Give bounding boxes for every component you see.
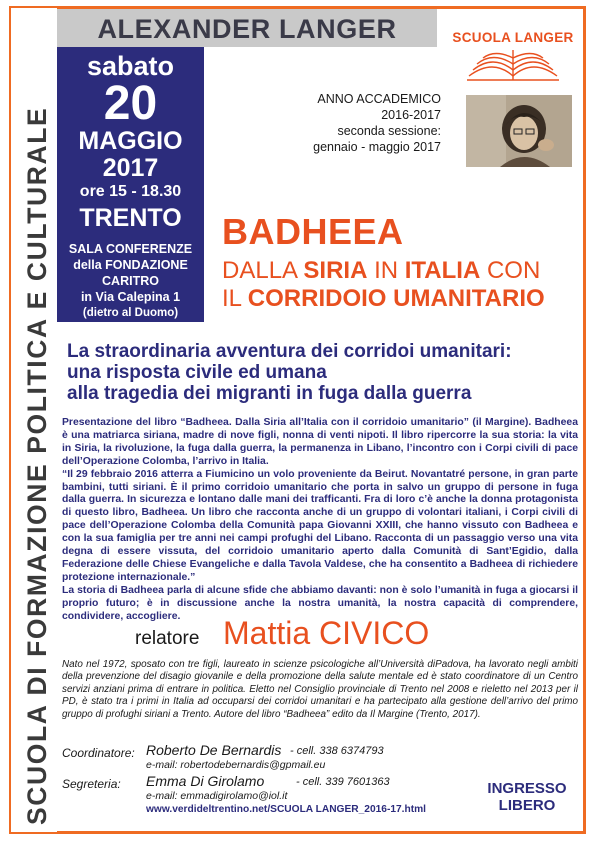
secretary-email: e-mail: emmadigirolamo@iol.it: [146, 790, 288, 802]
academic-line: gennaio - maggio 2017: [313, 140, 441, 154]
title-word-bold: ITALIA: [404, 257, 481, 284]
title-word: IL: [222, 285, 248, 312]
book-description: [62, 417, 578, 624]
event-time: ore 15 - 18.30: [79, 183, 182, 200]
academic-year: [283, 91, 441, 155]
header-name: ALEXANDER LANGER: [97, 14, 397, 44]
venue-line: CARITRO: [102, 274, 159, 288]
title-word-bold: SIRIA: [303, 257, 368, 284]
school-vertical-title: SCUOLA DI FORMAZIONE POLITICA E CULTURALE: [22, 106, 52, 825]
title-word: CON: [480, 257, 541, 284]
coordinator-phone: - cell. 338 6374793: [290, 745, 384, 757]
subheading: [67, 341, 577, 404]
coordinator-role: Coordinatore:: [62, 746, 135, 760]
portrait-photo: [466, 95, 572, 167]
event-city: TRENTO: [79, 204, 182, 232]
coordinator-email: e-mail: robertodebernardis@gpmail.eu: [146, 759, 326, 771]
event-year: 2017: [102, 154, 159, 182]
coordinator-row: [62, 742, 384, 762]
event-date-number: 20: [103, 77, 158, 130]
secretary-phone: - cell. 339 7601363: [296, 776, 390, 788]
portrait-image: [466, 95, 572, 167]
speaker-name: Mattia CIVICO: [223, 615, 430, 651]
scuola-langer-logo: [449, 18, 577, 90]
venue-line: in Via Calepina 1: [80, 290, 181, 304]
description-paragraph: “Il 29 febbraio 2016 atterra a Fiumicino un volo proveniente da Beirut. Novantatré persone, in gran parte bambini, tutti siriani. È il primo corridoio umanitario che porta in salvo un gruppo di persone in fuga dalla guerra. In sicurezza e lontano dalle mani dei trafficanti. Fra di loro c’è anche la donna protagonista di questo libro, Badheea. Un libro che racconta anche di un gruppo di volontari italiani, i Corpi civili di pace dell’Operazione Colomba della Comunità papa Giovanni XXIII, che hanno vissuto con Badheea e con la sua famiglia per tre anni nei campi profughi del Libano. Racconta di un passaggio verso una vita degna di essere vissuta, del corridoio umanitario aperto dalla Comunità di Sant’Egidio, dalla Federazione delle Chiese Evangeliche e dalla Tavola Valdese, che ha consentito a Badheea di richiedere protezione internazionale.”: [62, 468, 578, 583]
academic-line: 2016-2017: [381, 108, 441, 122]
website-link[interactable]: www.verdideltrentino.net/SCUOLA LANGER_2016-17.html: [146, 804, 427, 815]
venue-line: SALA CONFERENZE: [68, 242, 193, 256]
entry-line: LIBERO: [498, 797, 556, 814]
entry-line: INGRESSO: [487, 780, 567, 797]
speaker-bio: Nato nel 1972, sposato con tre figli, laureato in scienze psicologiche all’Università diPadova, ha lavorato negli ambiti della prevenzione del disagio giovanile e della promozione della salute mentale ed è stato coordinatore di un Centro servizi anziani prima di entrare in politica. Eletto nel Consiglio provinciale di Trento nel 2008 e rieletto nel 2013 per il PD, è stato tra i primi in Italia ad occuparsi dei corridoi umanitari e ha partecipato alla gestione dell’arrivo del primo gruppo di profughi siriani a Trento. Autore del libro “Badheea” edito da Il Margine (Trento, 2017).: [62, 659, 578, 720]
event-day: sabato: [86, 51, 175, 81]
event-month: MAGGIO: [78, 127, 183, 155]
academic-line: ANNO ACCADEMICO: [317, 92, 441, 106]
subheading-line: La straordinaria avventura dei corridoi umanitari:: [67, 341, 512, 362]
title-word: IN: [367, 257, 405, 284]
event-title-line-1: [222, 257, 540, 285]
academic-line: seconda sessione:: [337, 124, 441, 138]
coordinator-name: Roberto De Bernardis: [146, 742, 282, 758]
secretary-name: Emma Di Girolamo: [146, 773, 265, 789]
venue-line: della FONDAZIONE: [73, 258, 188, 272]
description-paragraph: La storia di Badheea parla di alcune sfide che abbiamo davanti: non è solo l’umanità in fuga a giocarsi il proprio futuro; è in discussione anche la nostra umanità, la nostra capacità di comprendere, condividere, accogliere.: [62, 584, 578, 622]
event-title-line-2: [222, 285, 545, 313]
secretary-role: Segreteria:: [62, 777, 121, 791]
event-title: BADHEEA: [222, 211, 404, 252]
free-entry: [485, 780, 569, 814]
speaker-label: relatore: [135, 628, 200, 649]
header-name-bar: [57, 9, 437, 47]
description-paragraph: Presentazione del libro “Badheea. Dalla Siria all’Italia con il corridoio umanitario” (il Margine). Badheea è una matriarca siriana, madre di nove figli, nonna di venti nipoti. Il libro ripercorre la sua storia: la vita in Siria, la rivoluzione, la fuga dalla guerra, la permanenza in Libano, l’incontro con i Corpi civili di pace dell’Operazione Colomba, l’arrivo in Italia.: [62, 417, 578, 467]
subheading-line: alla tragedia dei migranti in fuga dalla guerra: [67, 383, 472, 404]
logo-text: SCUOLA LANGER: [452, 30, 574, 45]
event-venue: [57, 241, 204, 321]
subheading-line: una risposta civile ed umana: [67, 362, 327, 383]
title-word-bold: CORRIDOIO UMANITARIO: [247, 285, 545, 312]
logo-books-icon: [449, 18, 577, 90]
title-word: DALLA: [222, 257, 304, 284]
date-box: [57, 47, 204, 322]
venue-line: (dietro al Duomo): [82, 307, 179, 319]
secretary-row: [62, 773, 390, 793]
